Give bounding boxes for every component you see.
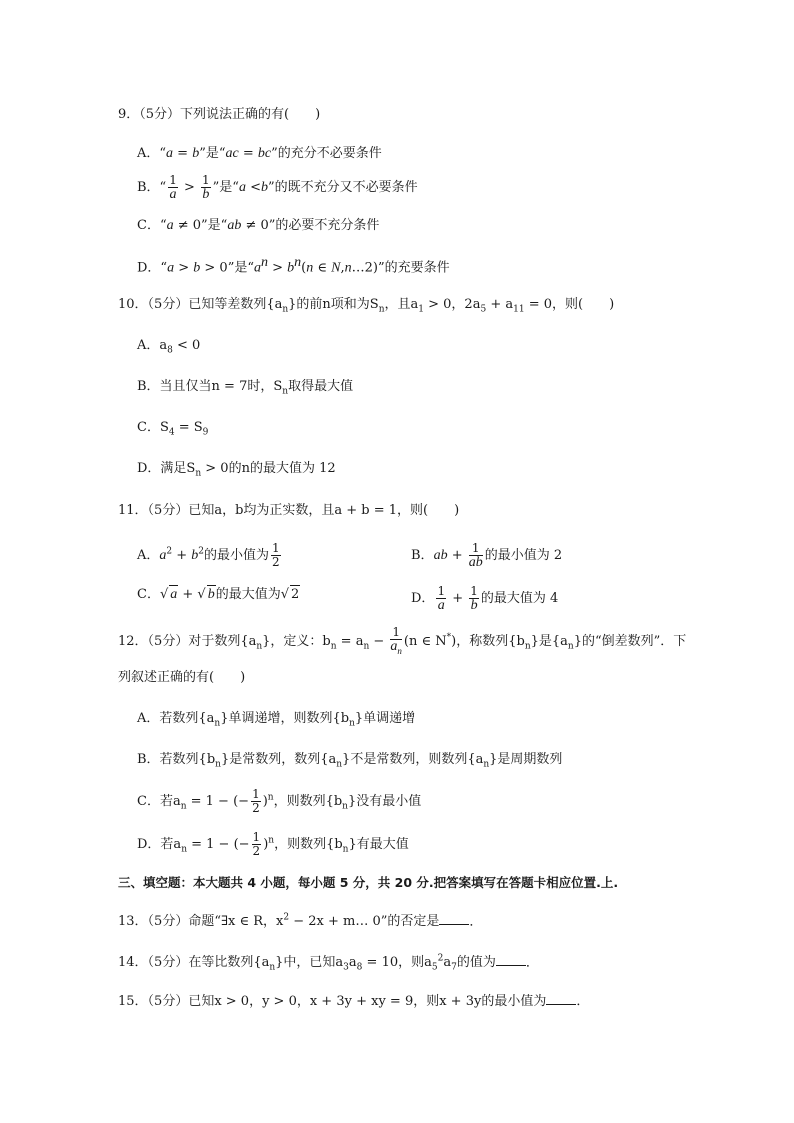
q12-option-a: A．若数列$\{a_n\}$单调递增，则数列$\{b_n\}$单调递增 (137, 711, 416, 729)
fraction-1-over-an: $\frac{1}{a_n}$ (390, 625, 402, 656)
q10-option-b: B．当且仅当n = 7时，$S_n$取得最大值 (137, 379, 354, 397)
q9-option-c: C．“a ≠ 0”是“ab ≠ 0”的必要不充分条件 (137, 218, 380, 233)
q13: 13．（5分）命题“∃x ∈ R，$x^2 - 2x$ + m… 0”的否定是 ． (118, 913, 483, 930)
q12-stem: 12．（5分）对于数列$\{a_n\}$，定义：$b_n = a_n$ − $\frac{1}{a_n}$ (n ∈ N*)，称数列$\{b_n\}$是$\{a_n\}$的“倒差数列”．下 (118, 625, 687, 656)
section-3-header: 三、填空题：本大题共 4 小题，每小题 5 分，共 20 分.把答案填写在答题卡相应位置.上. (118, 875, 619, 890)
q10-option-d: D．满足$S_n > 0$的n的最大值为 12 (137, 461, 336, 479)
q9-option-a: A．“a = b”是“ac = bc”的充分不必要条件 (137, 146, 382, 161)
q11-stem: 11．（5分）已知a，b均为正实数，且a + b = 1，则( ) (118, 503, 460, 518)
q14: 14．（5分）在等比数列$\{a_n\}$中，已知$a_3a_8 = 10$，则$a_5^2a_7$的值为 ． (118, 954, 539, 973)
q10-option-c: C．$S_4 = S_9$ (137, 420, 209, 438)
fraction-1-over-a: $\frac{1}{a}$ (169, 173, 177, 202)
q11-option-a: A．$a^2 + b^2$的最小值为 $\frac{1}{2}$ (137, 541, 280, 569)
q15: 15．（5分）已知x > 0，y > 0，x + 3y + xy = 9，则x + 3y的最小值为 ． (118, 994, 590, 1009)
q12-stem-line2: 列叙述正确的有( ) (118, 670, 246, 685)
q11-option-b: B．ab + $\frac{1}{ab}$ 的最小值为 2 (411, 541, 563, 570)
q10-stem: 10．（5分）已知等差数列$\{a_n\}$的前n项和为$S_n$，且$a_1 > 0$，$2a_5 + a_{11} = 0$，则( ) (118, 297, 615, 315)
q9-option-d: D．“a > b > 0”是“$a^n > b^n(n$ ∈ N,n…2)”的充要条件 (137, 255, 450, 276)
fraction-1-over-2: $\frac{1}{2}$ (252, 787, 260, 815)
answer-blank[interactable] (546, 992, 576, 1005)
fraction-1-over-2: $\frac{1}{2}$ (252, 830, 261, 858)
q12-option-b: B．若数列$\{b_n\}$是常数列，数列$\{a_n\}$不是常数列，则数列$\{a_n\}$是周期数列 (137, 752, 563, 770)
q11-option-c: C．√ a + √ b的最大值为√ 2 (137, 587, 300, 602)
fraction-1-over-b: $\frac{1}{b}$ (470, 584, 478, 613)
answer-blank[interactable] (496, 953, 526, 966)
fraction-1-over-b: $\frac{1}{b}$ (202, 173, 210, 202)
fraction-1-over-a: $\frac{1}{a}$ (437, 584, 446, 613)
q10-option-a: A．$a_8 < 0$ (137, 338, 201, 356)
fraction-1-over-2: $\frac{1}{2}$ (272, 541, 280, 569)
q12-option-d: D．若$a_n = 1$ − (− $\frac{1}{2}$ )$^n$，则数列$\{b_n\}$有最大值 (137, 830, 409, 858)
answer-blank[interactable] (439, 912, 469, 925)
q9-stem: 9．（5分）下列说法正确的有( ) (118, 107, 321, 122)
q11-option-d: D． $\frac{1}{a}$ + $\frac{1}{b}$ 的最大值为 4 (411, 584, 559, 613)
q12-option-c: C．若$a_n = 1$ − (− $\frac{1}{2}$ )$^n$，则数列$\{b_n\}$没有最小值 (137, 787, 422, 815)
fraction-1-over-ab: $\frac{1}{ab}$ (468, 541, 483, 570)
q9-option-b: B．“ $\frac{1}{a}$ > $\frac{1}{b}$ ”是“a <b”的既不充分又不必要条件 (137, 173, 418, 202)
